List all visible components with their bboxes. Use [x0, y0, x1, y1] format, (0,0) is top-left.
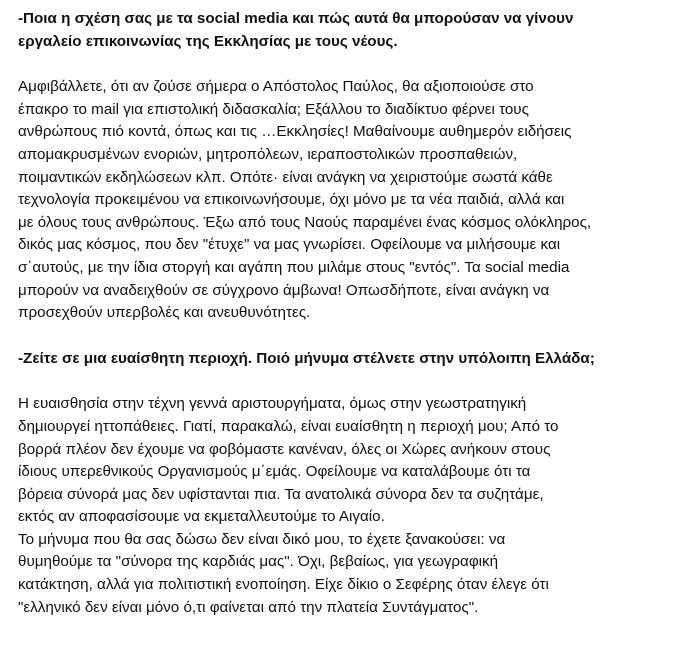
spacer [18, 325, 682, 348]
spacer [18, 53, 682, 76]
answer-2: Η ευαισθησία στην τέχνη γεννά αριστουργήματα, όμως στην γεωστρατηγική δημιουργεί ηττοπάθειες. Γιατί, παρακαλώ, είναι ευαίσθητη η περιοχή μου; Από το βορρά πλέον δεν έχουμε να φοβόμαστε κανέναν, όλες οι Χώρες ανήκουν στους ίδιους υπερεθνικούς Οργανισμούς μ΄εμάς. Οφείλουμε να καταλάβουμε ότι τα βόρεια σύνορά μας δεν υφίστανται πια. Τα ανατολικά σύνορα δεν τα συζητάμε, εκτός αν αποφασίσουμε να εκμεταλλευτούμε το Αιγαίο. Το μήνυμα που θα σας δώσω δεν είναι δικό μου, το έχετε ξανακούσει: να θυμηθούμε τα "σύνορα της καρδιάς μας". Όχι, βεβαίως, για γεωγραφική κατάκτηση, αλλά για πολιτιστική ενοποίηση. Είχε δίκιο ο Σεφέρης όταν έλεγε ότι "ελληνικό δεν είναι μόνο ό,τι φαίνεται από την πλατεία Συντάγματος". [18, 395, 559, 616]
spacer [18, 370, 682, 393]
question-1: -Ποια η σχέση σας με τα social media και πώς αυτά θα μπορούσαν να γίνουν εργαλείο επικοινωνίας της Εκκλησίας με τους νέους. [18, 10, 574, 50]
document-page [18, 8, 682, 619]
answer-1: Αμφιβάλλετε, ότι αν ζούσε σήμερα ο Απόστολος Παύλος, θα αξιοποιούσε στο έπακρο το mail για επιστολική διδασκαλία; Εξάλλου το διαδίκτυο φέρνει τους ανθρώπους πιό κοντά, όπως και τις …Εκκλησίες! Μαθαίνουμε αυθημερόν ειδήσεις απομακρυσμένων ενοριών, μητροπόλεων, ιεραποστολικών προσπαθειών, ποιμαντικών εκδηλώσεων κλπ. Οπότε· είναι ανάγκη να χειριστούμε σωστά κάθε τεχνολογία προκειμένου να επικοινωνήσουμε, όχι μόνο με τα νέα παιδιά, αλλά και με όλους τους ανθρώπους. Έξω από τους Ναούς παραμένει ένας κόσμος ολόκληρος, δικός μας κόσμος, που δεν "έτυχε" να μας γνωρίσει. Οφείλουμε να μιλήσουμε και σ΄αυτούς, με την ίδια στοργή και αγάπη που μιλάμε στους "εντός". Τα social media μπορούν να αναδειχθούν σε σύγχρονο άμβωνα! Οπωσδήποτε, είναι ανάγκη να προσεχθούν υπερβολές και ανευθυνότητες. [18, 78, 592, 322]
question-2: -Ζείτε σε μια ευαίσθητη περιοχή. Ποιό μήνυμα στέλνετε στην υπόλοιπη Ελλάδα; [18, 349, 595, 367]
